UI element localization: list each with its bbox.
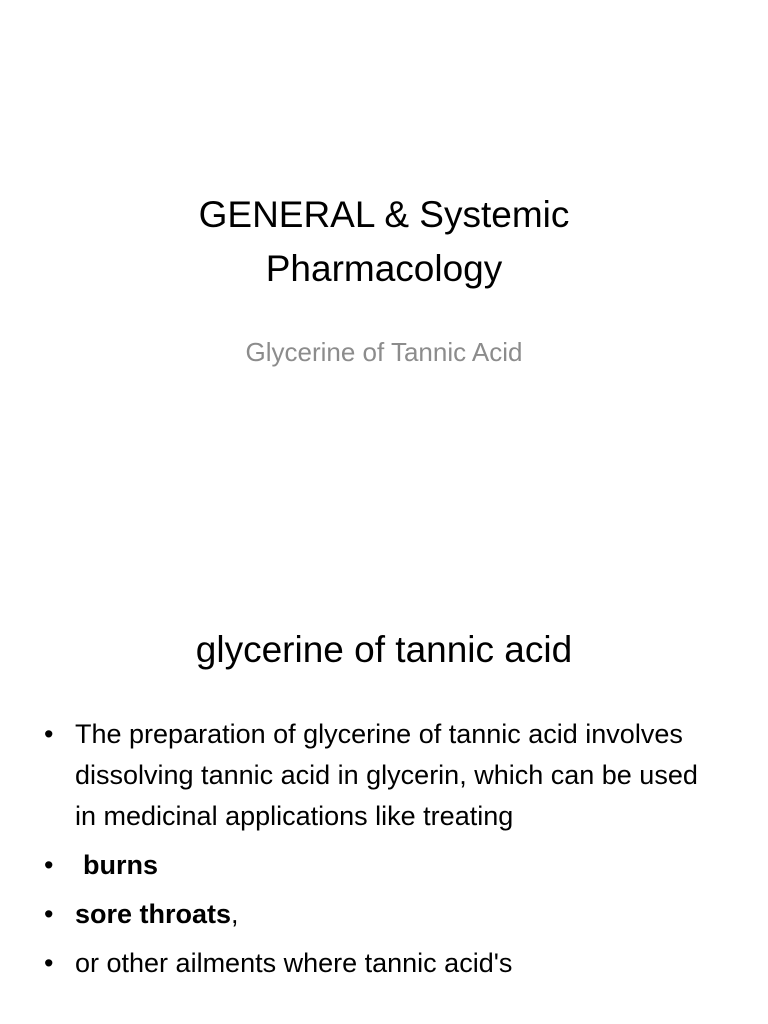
slide-title-line1: GENERAL & Systemic	[198, 194, 570, 235]
content-slide	[0, 576, 768, 1024]
bullet-text: or other ailments where tannic acid's	[75, 948, 513, 978]
bullet-list	[44, 714, 704, 992]
slide-subtitle: Glycerine of Tannic Acid	[245, 337, 523, 367]
bullet-item	[44, 894, 704, 935]
bullet-item	[44, 845, 704, 886]
content-slide-title: glycerine of tannic acid	[195, 629, 573, 670]
bullet-text: burns	[83, 850, 159, 880]
slide-title-line2: Pharmacology	[265, 248, 503, 289]
bullet-item	[44, 943, 704, 984]
bullet-dot: •	[44, 719, 54, 749]
bullet-text: sore throats	[75, 899, 232, 929]
slide-title	[84, 188, 684, 296]
bullet-suffix: ,	[231, 899, 239, 929]
bullet-dot: •	[44, 948, 54, 978]
bullet-dot: •	[44, 850, 54, 880]
bullet-text: The preparation of glycerine of tannic acid involves dissolving tannic acid in glycerin, which can be used in medicinal applications like treating	[75, 719, 698, 831]
bullet-item	[44, 714, 704, 837]
bullet-dot: •	[44, 899, 54, 929]
